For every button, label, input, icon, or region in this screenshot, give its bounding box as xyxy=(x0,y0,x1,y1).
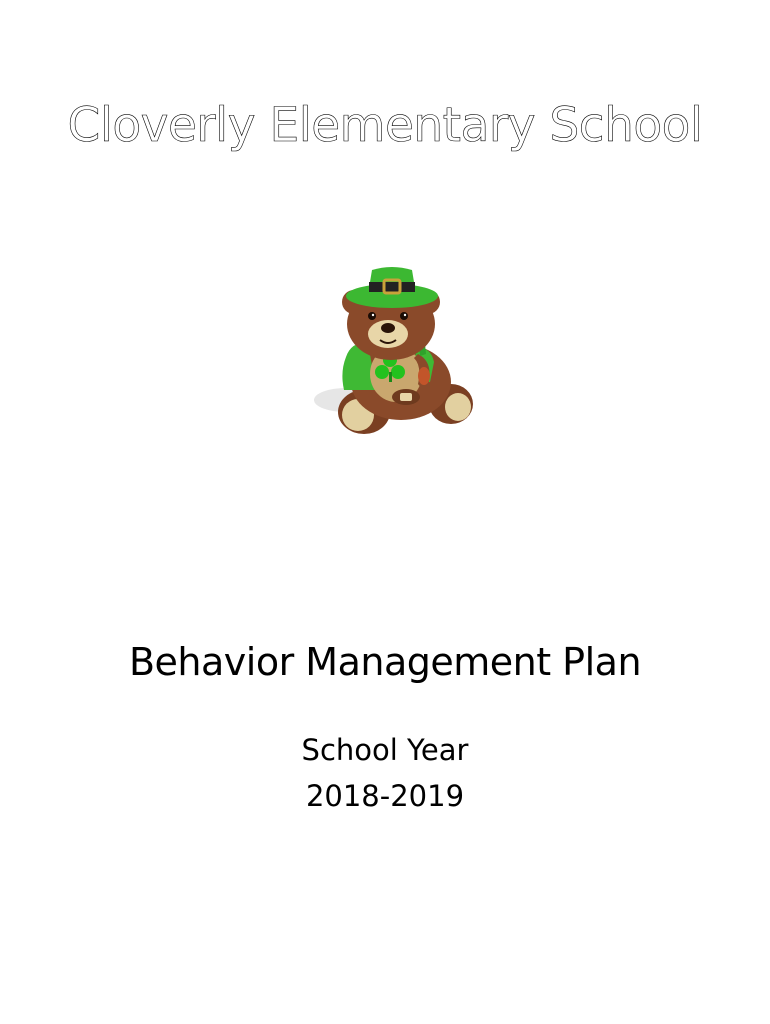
leprechaun-teddy-bear-icon xyxy=(306,262,478,440)
plan-title: Behavior Management Plan xyxy=(128,640,642,684)
school-year-label: School Year xyxy=(301,733,469,767)
school-year-range: 2018-2019 xyxy=(305,779,465,813)
school-name-title: Cloverly Elementary School xyxy=(67,98,703,153)
